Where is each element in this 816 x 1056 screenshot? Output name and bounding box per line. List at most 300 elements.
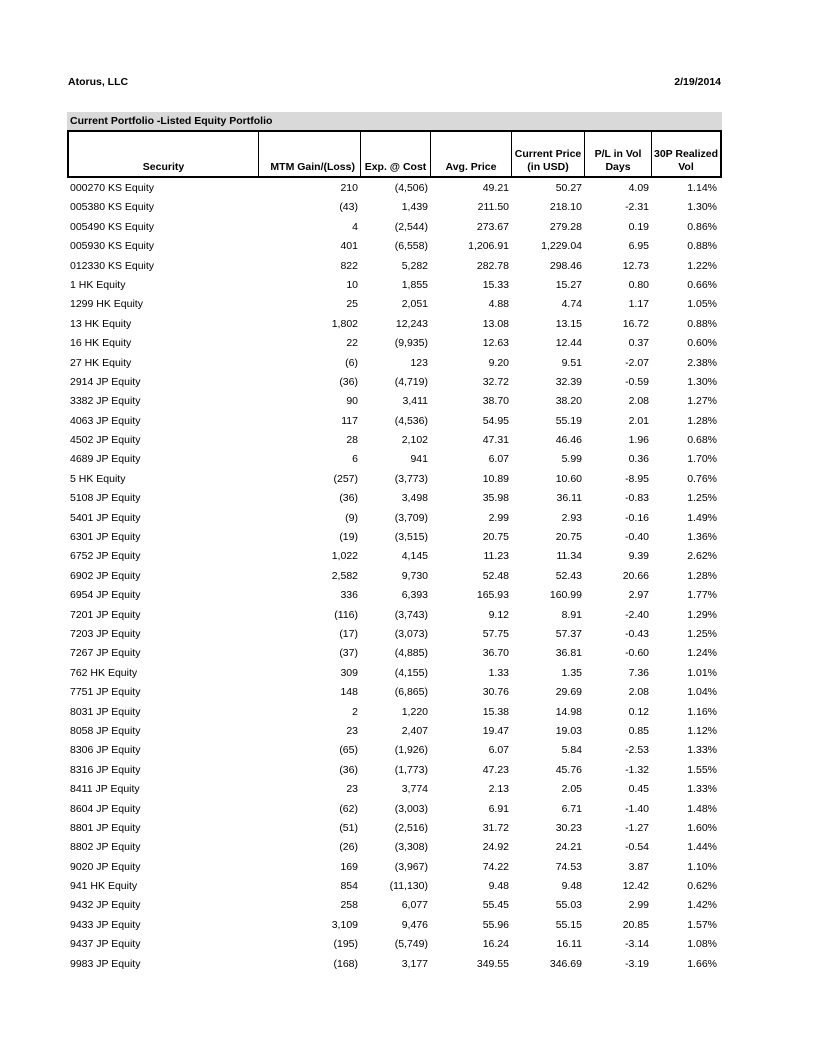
section-title: Current Portfolio -Listed Equity Portfolio	[67, 112, 722, 130]
cell-mtm-gain-loss: 854	[340, 880, 358, 893]
cell-security: 005490 KS Equity	[70, 220, 155, 233]
cell-exposure-at-cost: 3,498	[401, 492, 428, 505]
cell-pl-vol-days: 0.80	[628, 278, 649, 291]
cell-exposure-at-cost: (3,515)	[394, 531, 428, 544]
cell-pl-vol-days: 6.95	[628, 240, 649, 253]
cell-avg-price: 2.13	[488, 783, 509, 796]
cell-exposure-at-cost: (4,536)	[394, 414, 428, 427]
cell-exposure-at-cost: (11,130)	[389, 880, 428, 893]
cell-pl-vol-days: -0.16	[625, 511, 649, 524]
cell-realized-vol: 1.27%	[687, 395, 717, 408]
cell-exposure-at-cost: (3,308)	[394, 841, 428, 854]
column-header-pl-line1: P/L in Vol	[594, 148, 642, 160]
cell-realized-vol: 0.88%	[687, 317, 717, 330]
cell-mtm-gain-loss: 148	[340, 686, 358, 699]
cell-realized-vol: 1.60%	[687, 821, 717, 834]
cell-mtm-gain-loss: (65)	[339, 744, 358, 757]
cell-current-price: 15.27	[555, 278, 582, 291]
cell-mtm-gain-loss: (51)	[339, 821, 358, 834]
table-row	[67, 295, 722, 314]
cell-current-price: 279.28	[549, 220, 582, 233]
cell-pl-vol-days: -2.53	[625, 744, 649, 757]
cell-avg-price: 32.72	[482, 375, 509, 388]
cell-exposure-at-cost: 6,077	[401, 899, 428, 912]
cell-exposure-at-cost: (9,935)	[394, 337, 428, 350]
cell-pl-vol-days: 2.01	[628, 414, 649, 427]
cell-mtm-gain-loss: (36)	[339, 492, 358, 505]
column-header-vol-line2: Vol	[678, 161, 694, 173]
cell-current-price: 57.37	[555, 627, 582, 640]
cell-mtm-gain-loss: (36)	[339, 375, 358, 388]
cell-avg-price: 1.33	[488, 666, 509, 679]
cell-current-price: 55.03	[555, 899, 582, 912]
table-row	[67, 373, 722, 392]
cell-avg-price: 15.38	[482, 705, 509, 718]
cell-current-price: 1,229.04	[541, 240, 582, 253]
cell-pl-vol-days: 2.08	[628, 686, 649, 699]
cell-current-price: 36.81	[555, 647, 582, 660]
cell-mtm-gain-loss: (9)	[345, 511, 358, 524]
cell-pl-vol-days: -8.95	[625, 472, 649, 485]
cell-mtm-gain-loss: 210	[340, 182, 358, 194]
cell-realized-vol: 1.57%	[687, 918, 717, 931]
cell-pl-vol-days: -0.60	[625, 647, 649, 660]
cell-current-price: 29.69	[555, 686, 582, 699]
cell-mtm-gain-loss: (26)	[339, 841, 358, 854]
column-header-avg-price: Avg. Price	[431, 132, 512, 176]
cell-avg-price: 31.72	[482, 821, 509, 834]
cell-mtm-gain-loss: (168)	[333, 957, 358, 970]
cell-mtm-gain-loss: 22	[346, 337, 358, 350]
table-row	[67, 838, 722, 857]
table-row	[67, 625, 722, 644]
table-row	[67, 470, 722, 489]
cell-realized-vol: 1.25%	[687, 627, 717, 640]
cell-security: 4063 JP Equity	[70, 414, 141, 427]
cell-avg-price: 13.08	[482, 317, 509, 330]
table-row	[67, 431, 722, 450]
cell-pl-vol-days: -1.27	[625, 821, 649, 834]
cell-current-price: 6.71	[561, 802, 582, 815]
table-row	[67, 528, 722, 547]
cell-realized-vol: 0.68%	[687, 434, 717, 447]
cell-pl-vol-days: 12.73	[622, 259, 649, 272]
cell-security: 8801 JP Equity	[70, 821, 141, 834]
cell-realized-vol: 0.86%	[687, 220, 717, 233]
cell-mtm-gain-loss: 1,802	[331, 317, 358, 330]
cell-security: 9433 JP Equity	[70, 918, 141, 931]
cell-pl-vol-days: 2.99	[628, 899, 649, 912]
cell-avg-price: 6.07	[488, 744, 509, 757]
cell-avg-price: 9.20	[488, 356, 509, 369]
cell-current-price: 55.15	[555, 918, 582, 931]
table-row	[67, 683, 722, 702]
column-header-realized-vol	[652, 132, 720, 176]
column-header-current-price-line2: (in USD)	[527, 161, 569, 173]
cell-exposure-at-cost: (1,926)	[394, 744, 428, 757]
cell-security: 7201 JP Equity	[70, 608, 141, 621]
cell-realized-vol: 0.88%	[687, 240, 717, 253]
cell-current-price: 298.46	[549, 259, 582, 272]
cell-security: 6902 JP Equity	[70, 569, 141, 582]
cell-mtm-gain-loss: 23	[346, 724, 358, 737]
cell-avg-price: 57.75	[482, 627, 509, 640]
cell-realized-vol: 1.55%	[687, 763, 717, 776]
cell-avg-price: 24.92	[482, 841, 509, 854]
cell-current-price: 36.11	[556, 492, 582, 505]
cell-avg-price: 11.23	[483, 550, 509, 563]
cell-mtm-gain-loss: 336	[340, 589, 358, 602]
cell-pl-vol-days: 2.08	[628, 395, 649, 408]
cell-security: 7267 JP Equity	[70, 647, 141, 660]
cell-security: 2914 JP Equity	[70, 375, 141, 388]
cell-exposure-at-cost: 9,730	[401, 569, 428, 582]
cell-realized-vol: 1.49%	[687, 511, 717, 524]
cell-current-price: 20.75	[555, 531, 582, 544]
cell-security: 13 HK Equity	[70, 317, 132, 330]
table-row	[67, 741, 722, 760]
cell-exposure-at-cost: (2,516)	[394, 821, 428, 834]
cell-current-price: 10.60	[555, 472, 582, 485]
cell-security: 8306 JP Equity	[70, 744, 141, 757]
table-row	[67, 198, 722, 217]
cell-realized-vol: 2.62%	[687, 550, 717, 563]
cell-realized-vol: 1.30%	[687, 375, 717, 388]
cell-avg-price: 52.48	[482, 569, 509, 582]
cell-security: 5108 JP Equity	[70, 492, 141, 505]
cell-current-price: 9.48	[561, 880, 582, 893]
table-row	[67, 935, 722, 954]
cell-avg-price: 273.67	[476, 220, 509, 233]
cell-current-price: 55.19	[555, 414, 582, 427]
cell-current-price: 50.27	[555, 182, 582, 194]
cell-exposure-at-cost: 941	[410, 453, 428, 466]
cell-mtm-gain-loss: 1,022	[331, 550, 358, 563]
cell-security: 8058 JP Equity	[70, 724, 141, 737]
cell-avg-price: 35.98	[482, 492, 509, 505]
cell-current-price: 74.53	[555, 860, 582, 873]
table-row	[67, 392, 722, 411]
cell-current-price: 5.84	[561, 744, 582, 757]
cell-mtm-gain-loss: 822	[340, 259, 358, 272]
cell-avg-price: 211.50	[477, 201, 509, 214]
table-row	[67, 955, 722, 974]
cell-realized-vol: 1.01%	[687, 666, 717, 679]
cell-current-price: 16.11	[556, 938, 582, 951]
cell-security: 1 HK Equity	[70, 278, 126, 291]
cell-realized-vol: 1.12%	[687, 724, 717, 737]
cell-avg-price: 55.45	[482, 899, 509, 912]
table-body	[67, 179, 722, 974]
cell-exposure-at-cost: 9,476	[401, 918, 428, 931]
cell-pl-vol-days: -0.59	[625, 375, 649, 388]
cell-mtm-gain-loss: 90	[346, 395, 358, 408]
cell-mtm-gain-loss: 3,109	[331, 918, 358, 931]
cell-current-price: 4.74	[561, 298, 582, 311]
cell-mtm-gain-loss: 25	[346, 298, 358, 311]
table-row	[67, 703, 722, 722]
cell-realized-vol: 1.08%	[687, 938, 717, 951]
cell-realized-vol: 1.22%	[687, 259, 717, 272]
cell-realized-vol: 1.70%	[687, 453, 717, 466]
cell-exposure-at-cost: 5,282	[401, 259, 428, 272]
cell-avg-price: 49.21	[482, 182, 509, 194]
table-row	[67, 819, 722, 838]
cell-exposure-at-cost: 6,393	[401, 589, 428, 602]
cell-avg-price: 30.76	[482, 686, 509, 699]
cell-realized-vol: 1.33%	[687, 744, 717, 757]
cell-realized-vol: 1.29%	[687, 608, 717, 621]
cell-avg-price: 349.55	[476, 957, 509, 970]
cell-avg-price: 19.47	[482, 724, 509, 737]
table-row	[67, 509, 722, 528]
cell-security: 005930 KS Equity	[70, 240, 155, 253]
cell-current-price: 218.10	[549, 201, 582, 214]
table-row	[67, 489, 722, 508]
cell-avg-price: 74.22	[482, 860, 509, 873]
cell-security: 762 HK Equity	[70, 666, 138, 679]
table-row	[67, 644, 722, 663]
cell-current-price: 8.91	[561, 608, 582, 621]
cell-security: 7751 JP Equity	[70, 686, 141, 699]
cell-pl-vol-days: -0.40	[625, 531, 649, 544]
cell-current-price: 9.51	[561, 356, 582, 369]
cell-avg-price: 12.63	[482, 337, 509, 350]
cell-mtm-gain-loss: (6)	[345, 356, 358, 369]
cell-pl-vol-days: 0.12	[628, 705, 649, 718]
cell-security: 1299 HK Equity	[70, 298, 143, 311]
cell-exposure-at-cost: (6,865)	[394, 686, 428, 699]
cell-pl-vol-days: 0.36	[628, 453, 649, 466]
cell-security: 8316 JP Equity	[70, 763, 141, 776]
table-row	[67, 334, 722, 353]
cell-current-price: 24.21	[555, 841, 582, 854]
cell-current-price: 2.05	[561, 783, 582, 796]
cell-exposure-at-cost: (4,719)	[394, 375, 428, 388]
cell-exposure-at-cost: (3,073)	[394, 627, 428, 640]
cell-realized-vol: 0.60%	[687, 337, 717, 350]
cell-current-price: 32.39	[555, 375, 582, 388]
cell-avg-price: 9.48	[488, 880, 509, 893]
cell-pl-vol-days: 0.37	[628, 337, 649, 350]
cell-avg-price: 282.78	[476, 259, 509, 272]
cell-avg-price: 54.95	[482, 414, 509, 427]
cell-current-price: 1.35	[561, 666, 582, 679]
cell-exposure-at-cost: (4,155)	[394, 666, 428, 679]
cell-pl-vol-days: 0.45	[628, 783, 649, 796]
cell-security: 8604 JP Equity	[70, 802, 141, 815]
cell-exposure-at-cost: (2,544)	[394, 220, 428, 233]
cell-avg-price: 15.33	[482, 278, 509, 291]
cell-security: 27 HK Equity	[70, 356, 132, 369]
column-header-pl-vol-days	[585, 132, 652, 176]
cell-pl-vol-days: 1.17	[628, 298, 649, 311]
cell-mtm-gain-loss: (195)	[333, 938, 358, 951]
cell-security: 6301 JP Equity	[70, 531, 141, 544]
cell-mtm-gain-loss: 2,582	[331, 569, 358, 582]
column-header-current-price	[512, 132, 585, 176]
cell-mtm-gain-loss: 2	[352, 705, 358, 718]
cell-mtm-gain-loss: (19)	[339, 531, 358, 544]
cell-mtm-gain-loss: 10	[346, 278, 358, 291]
cell-security: 3382 JP Equity	[70, 395, 141, 408]
cell-realized-vol: 1.04%	[687, 686, 717, 699]
cell-pl-vol-days: 0.85	[628, 724, 649, 737]
cell-security: 6954 JP Equity	[70, 589, 141, 602]
cell-security: 000270 KS Equity	[70, 182, 155, 194]
cell-pl-vol-days: 3.87	[628, 860, 649, 873]
cell-realized-vol: 0.62%	[687, 880, 717, 893]
cell-pl-vol-days: 16.72	[622, 317, 649, 330]
cell-pl-vol-days: -2.07	[625, 356, 649, 369]
table-row	[67, 257, 722, 276]
table-row	[67, 606, 722, 625]
cell-realized-vol: 1.24%	[687, 647, 717, 660]
table-row	[67, 916, 722, 935]
cell-avg-price: 165.93	[476, 589, 509, 602]
cell-pl-vol-days: 20.66	[622, 569, 649, 582]
cell-exposure-at-cost: (6,558)	[394, 240, 428, 253]
cell-avg-price: 10.89	[482, 472, 509, 485]
cell-exposure-at-cost: 3,774	[401, 783, 428, 796]
table-row	[67, 567, 722, 586]
cell-pl-vol-days: 12.42	[622, 880, 649, 893]
cell-realized-vol: 1.28%	[687, 569, 717, 582]
cell-mtm-gain-loss: (43)	[339, 201, 358, 214]
cell-mtm-gain-loss: (17)	[339, 627, 358, 640]
cell-pl-vol-days: 1.96	[628, 434, 649, 447]
cell-pl-vol-days: -1.32	[625, 763, 649, 776]
cell-mtm-gain-loss: 258	[340, 899, 358, 912]
cell-security: 005380 KS Equity	[70, 201, 155, 214]
cell-realized-vol: 0.66%	[687, 278, 717, 291]
table-row	[67, 315, 722, 334]
cell-exposure-at-cost: 3,411	[402, 395, 428, 408]
cell-pl-vol-days: -0.43	[625, 627, 649, 640]
cell-pl-vol-days: 9.39	[628, 550, 649, 563]
cell-avg-price: 47.23	[482, 763, 509, 776]
cell-current-price: 30.23	[555, 821, 582, 834]
cell-avg-price: 55.96	[482, 918, 509, 931]
cell-mtm-gain-loss: (62)	[339, 802, 358, 815]
table-row	[67, 858, 722, 877]
cell-realized-vol: 1.44%	[687, 841, 717, 854]
cell-mtm-gain-loss: (36)	[339, 763, 358, 776]
cell-exposure-at-cost: (3,003)	[394, 802, 428, 815]
cell-mtm-gain-loss: 169	[340, 860, 358, 873]
cell-realized-vol: 1.14%	[687, 182, 717, 194]
cell-mtm-gain-loss: 4	[352, 220, 358, 233]
cell-exposure-at-cost: 2,407	[401, 724, 428, 737]
table-row	[67, 877, 722, 896]
cell-realized-vol: 1.25%	[687, 492, 717, 505]
cell-exposure-at-cost: (3,743)	[394, 608, 428, 621]
table-row	[67, 800, 722, 819]
table-row	[67, 780, 722, 799]
cell-realized-vol: 1.30%	[687, 201, 717, 214]
cell-security: 9432 JP Equity	[70, 899, 141, 912]
cell-exposure-at-cost: (3,709)	[394, 511, 428, 524]
cell-security: 8411 JP Equity	[70, 783, 140, 796]
cell-avg-price: 1,206.91	[468, 240, 509, 253]
cell-pl-vol-days: -3.19	[625, 957, 649, 970]
table-row	[67, 547, 722, 566]
cell-mtm-gain-loss: (37)	[339, 647, 358, 660]
company-name: Atorus, LLC	[68, 76, 129, 88]
cell-security: 9020 JP Equity	[70, 860, 141, 873]
cell-mtm-gain-loss: 28	[346, 434, 358, 447]
cell-realized-vol: 1.77%	[687, 589, 717, 602]
cell-realized-vol: 1.16%	[687, 705, 717, 718]
cell-realized-vol: 1.05%	[687, 298, 717, 311]
cell-exposure-at-cost: (4,506)	[394, 182, 428, 194]
cell-pl-vol-days: 4.09	[628, 182, 649, 194]
cell-security: 8802 JP Equity	[70, 841, 141, 854]
cell-security: 9437 JP Equity	[70, 938, 141, 951]
table-row	[67, 896, 722, 915]
cell-exposure-at-cost: 1,220	[401, 705, 428, 718]
table-row	[67, 761, 722, 780]
cell-avg-price: 2.99	[488, 511, 509, 524]
cell-current-price: 38.20	[555, 395, 582, 408]
cell-security: 012330 KS Equity	[70, 259, 155, 272]
cell-realized-vol: 1.66%	[687, 957, 717, 970]
column-header-security: Security	[69, 132, 259, 176]
cell-pl-vol-days: 0.19	[628, 220, 649, 233]
cell-current-price: 46.46	[555, 434, 582, 447]
cell-realized-vol: 1.42%	[687, 899, 717, 912]
cell-realized-vol: 1.28%	[687, 414, 717, 427]
cell-exposure-at-cost: 3,177	[401, 957, 428, 970]
report-date: 2/19/2014	[674, 76, 721, 88]
cell-avg-price: 20.75	[482, 531, 509, 544]
cell-mtm-gain-loss: 23	[346, 783, 358, 796]
table-row	[67, 218, 722, 237]
cell-security: 4502 JP Equity	[70, 434, 141, 447]
cell-current-price: 45.76	[555, 763, 582, 776]
table-row	[67, 722, 722, 741]
cell-mtm-gain-loss: 309	[340, 666, 358, 679]
cell-pl-vol-days: 7.36	[628, 666, 649, 679]
cell-pl-vol-days: -3.14	[625, 938, 649, 951]
cell-security: 9983 JP Equity	[70, 957, 141, 970]
table-row	[67, 276, 722, 295]
table-row	[67, 412, 722, 431]
cell-security: 16 HK Equity	[70, 337, 132, 350]
column-header-exposure: Exp. @ Cost	[361, 132, 431, 176]
cell-exposure-at-cost: 1,439	[401, 201, 428, 214]
cell-exposure-at-cost: (5,749)	[394, 938, 428, 951]
table-row	[67, 450, 722, 469]
cell-mtm-gain-loss: 117	[341, 414, 358, 427]
cell-avg-price: 36.70	[482, 647, 509, 660]
cell-current-price: 14.98	[555, 705, 582, 718]
column-header-mtm: MTM Gain/(Loss)	[259, 132, 361, 176]
cell-mtm-gain-loss: 6	[352, 453, 358, 466]
cell-exposure-at-cost: 12,243	[395, 317, 428, 330]
cell-realized-vol: 0.76%	[687, 472, 717, 485]
table-row	[67, 586, 722, 605]
cell-exposure-at-cost: 4,145	[401, 550, 428, 563]
table-row	[67, 354, 722, 373]
cell-avg-price: 9.12	[488, 608, 509, 621]
cell-mtm-gain-loss: 401	[340, 240, 358, 253]
cell-exposure-at-cost: (3,773)	[394, 472, 428, 485]
cell-realized-vol: 2.38%	[687, 356, 717, 369]
column-header-pl-line2: Days	[605, 161, 631, 173]
cell-security: 5 HK Equity	[70, 472, 126, 485]
cell-current-price: 12.44	[555, 337, 582, 350]
